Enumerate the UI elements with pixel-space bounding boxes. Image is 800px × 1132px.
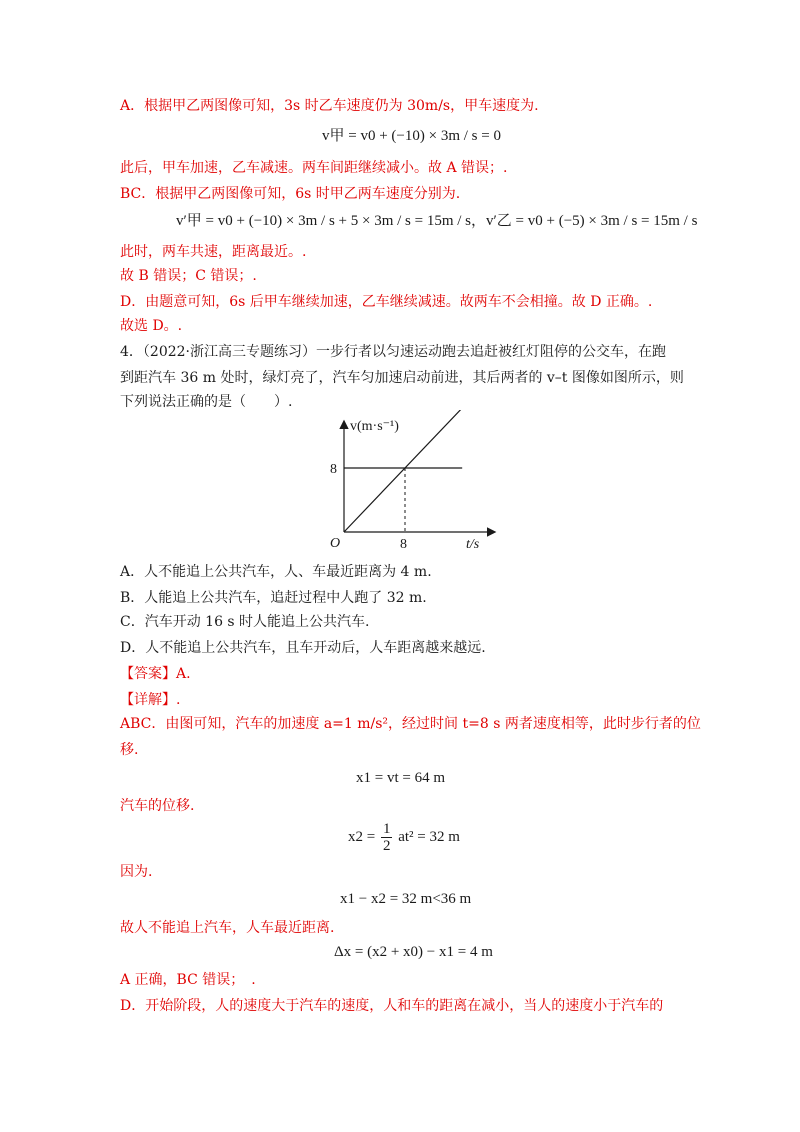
detail-label: 【详解】. <box>120 692 181 708</box>
explanation-same-speed: 此时，两车共速，距离最近。. <box>120 244 307 260</box>
y-tick-label: 8 <box>330 462 337 477</box>
explanation-b-wrong: 故 B 错误；C 错误；. <box>120 268 257 284</box>
explanation-abc-line-1: ABC．由图可知，汽车的加速度 a=1 m/s²，经过时间 t=8 s 两者速度相等，此时步行者的位 <box>120 716 701 732</box>
option-c: C．汽车开动 16 s 时人能追上公共汽车. <box>120 614 370 630</box>
explanation-choose: 故选 D。. <box>120 318 183 334</box>
option-d: D．人不能追上公共汽车，且车开动后，人车距离越来越远. <box>120 640 486 656</box>
answer-label: 【答案】A. <box>120 666 191 682</box>
vt-graph <box>320 410 500 558</box>
question-4-line-3: 下列说法正确的是（ ）. <box>120 394 293 410</box>
x-axis-label: t/s <box>466 537 480 552</box>
explanation-bc: BC．根据甲乙两图像可知，6s 时甲乙两车速度分别为. <box>120 186 461 202</box>
equation-speeds-6s: v′甲 = v0 + (−10) × 3m / s + 5 × 3m / s = 15m / s，v′乙 = v0 + (−5) × 3m / s = 15m / s <box>176 213 698 229</box>
explanation-a: A．根据甲乙两图像可知，3s 时乙车速度仍为 30m/s，甲车速度为. <box>120 98 539 114</box>
explanation-conclusion: 故人不能追上汽车，人车最近距离. <box>120 920 335 936</box>
equation-delta-x: Δx = (x2 + x0) − x1 = 4 m <box>334 944 493 960</box>
y-axis-label: v(m·s⁻¹) <box>350 419 399 434</box>
fraction-numerator: 1 <box>382 821 391 838</box>
equation-x2 <box>348 820 460 854</box>
equation-x1: x1 = vt = 64 m <box>356 770 446 786</box>
equation-x1-minus-x2: x1 − x2 = 32 m<36 m <box>340 891 472 907</box>
explanation-a-correct: A 正确，BC 错误； . <box>120 972 256 988</box>
equation-v-jia: v甲 = v0 + (−10) × 3m / s = 0 <box>322 128 501 144</box>
question-4-line-2: 到距汽车 36 m 处时，绿灯亮了，汽车匀加速启动前进，其后两者的 v–t 图像如图所示，则 <box>120 370 684 386</box>
question-4-line-1: 4．（2022·浙江高三专题练习）一步行者以匀速运动跑去追赶被红灯阻停的公交车，在跑 <box>120 344 666 360</box>
because-label: 因为. <box>120 864 153 880</box>
explanation-d-last: D．开始阶段，人的速度大于汽车的速度，人和车的距离在减小，当人的速度小于汽车的 <box>120 998 664 1014</box>
car-displacement-label: 汽车的位移. <box>120 798 195 814</box>
equation-x2-right: at² = 32 m <box>398 829 460 845</box>
fraction-one-half <box>381 821 393 854</box>
fraction-denominator: 2 <box>382 838 391 855</box>
explanation-d: D．由题意可知，6s 后甲车继续加速，乙车继续减速。故两车不会相撞。故 D 正确。. <box>120 294 653 310</box>
x-tick-label: 8 <box>400 537 407 552</box>
equation-x2-left: x2 = <box>348 829 376 845</box>
explanation-abc-line-2: 移. <box>120 742 139 758</box>
option-a: A．人不能追上公共汽车，人、车最近距离为 4 m. <box>120 564 432 580</box>
explanation-after: 此后，甲车加速，乙车减速。两车间距继续减小。故 A 错误；. <box>120 160 508 176</box>
option-b: B．人能追上公共汽车，追赶过程中人跑了 32 m. <box>120 590 427 606</box>
origin-label: O <box>330 536 341 551</box>
